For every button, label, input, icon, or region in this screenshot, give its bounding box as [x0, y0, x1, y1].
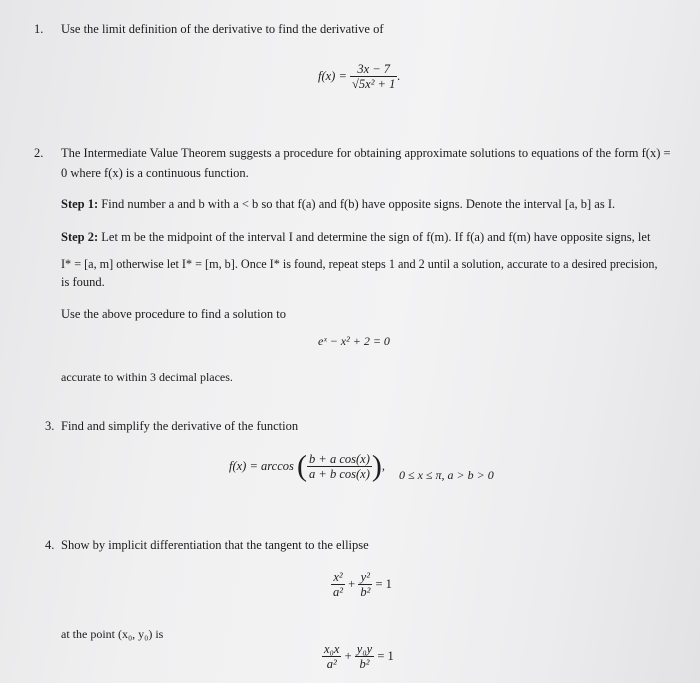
q2-step2-label: Step 2:: [61, 230, 99, 244]
q4-e1-den1: a²: [333, 585, 343, 599]
q3-right-paren-icon: ): [371, 449, 382, 483]
q4-e1-den2: b²: [360, 585, 371, 599]
q1-numerator: 3x − 7: [350, 62, 397, 77]
q4-e2-num2: y₀y: [356, 642, 373, 656]
q4-e1-frac-y: [358, 570, 372, 599]
q2-accuracy: accurate to within 3 decimal places.: [61, 370, 233, 384]
q1-text: Use the limit definition of the derivative to find the derivative of: [61, 22, 384, 36]
q4-e2-frac-x: [322, 642, 341, 671]
q2-step1: [61, 196, 615, 212]
q4-ellipse-equation: [331, 570, 392, 599]
q4-e1-plus: +: [348, 577, 356, 591]
q4-e2-equals: = 1: [377, 649, 394, 663]
q4-e2-frac-y: [355, 642, 374, 671]
q4-e2-den2: b²: [359, 657, 370, 671]
q1-number: 1.: [34, 22, 44, 36]
q3-left-paren-icon: (: [297, 449, 308, 483]
q3-condition: 0 ≤ x ≤ π, a > b > 0: [399, 468, 494, 482]
q1-end: .: [397, 69, 401, 83]
q4-e2-plus: +: [344, 649, 352, 663]
q3-sep: ,: [381, 459, 386, 473]
q1-denominator: √5x² + 1: [352, 77, 396, 91]
q2-step2-line2: I* = [a, m] otherwise let I* = [m, b]. Once I* is found, repeat steps 1 and 2 until a solution, accurate to a desired precision,: [61, 257, 658, 271]
q4-e2-den1: a²: [326, 657, 337, 671]
q3-formula: [229, 449, 386, 483]
q2-step1-text: Find number a and b with a < b so that f(a) and f(b) have opposite signs. Denote the interval [a, b] as I.: [101, 197, 616, 211]
q2-step1-label: Step 1:: [61, 197, 99, 211]
q3-denominator: a + b cos(x): [309, 467, 370, 481]
q1-formula: [318, 62, 401, 91]
q4-point-text: at the point (x₀, y₀) is: [61, 627, 164, 641]
q1-fraction: [350, 62, 397, 91]
q2-use-text: Use the above procedure to find a solution to: [61, 307, 286, 321]
q3-fraction: [307, 452, 372, 481]
q4-e1-frac-x: [331, 570, 345, 599]
q4-text: Show by implicit differentiation that the tangent to the ellipse: [61, 538, 369, 552]
q4-e1-equals: = 1: [375, 577, 392, 591]
q2-line1: The Intermediate Value Theorem suggests a procedure for obtaining approximate solutions to equations of the form f(x) =: [61, 146, 671, 160]
q3-number: 3.: [45, 419, 55, 433]
q3-text: Find and simplify the derivative of the function: [61, 419, 299, 433]
q2-equation: eˣ − x² + 2 = 0: [318, 334, 390, 348]
q4-e1-num1: x²: [331, 570, 345, 585]
q4-e2-num1: x₀x: [324, 642, 340, 656]
q4-tangent-equation: [322, 642, 394, 671]
q2-step2-line1: Let m be the midpoint of the interval I and determine the sign of f(m). If f(a) and f(m) have opposite signs, let: [101, 230, 651, 244]
q2-number: 2.: [34, 146, 44, 160]
q2-line2: 0 where f(x) is a continuous function.: [61, 166, 249, 180]
q2-step2-first: [61, 229, 650, 245]
q4-e1-num2: y²: [358, 570, 372, 585]
q4-number: 4.: [45, 538, 55, 552]
q3-lhs: f(x) = arccos: [229, 459, 294, 473]
q1-lhs: f(x) =: [318, 69, 347, 83]
q3-numerator: b + a cos(x): [309, 452, 370, 466]
q2-step2-line3: is found.: [61, 275, 105, 289]
